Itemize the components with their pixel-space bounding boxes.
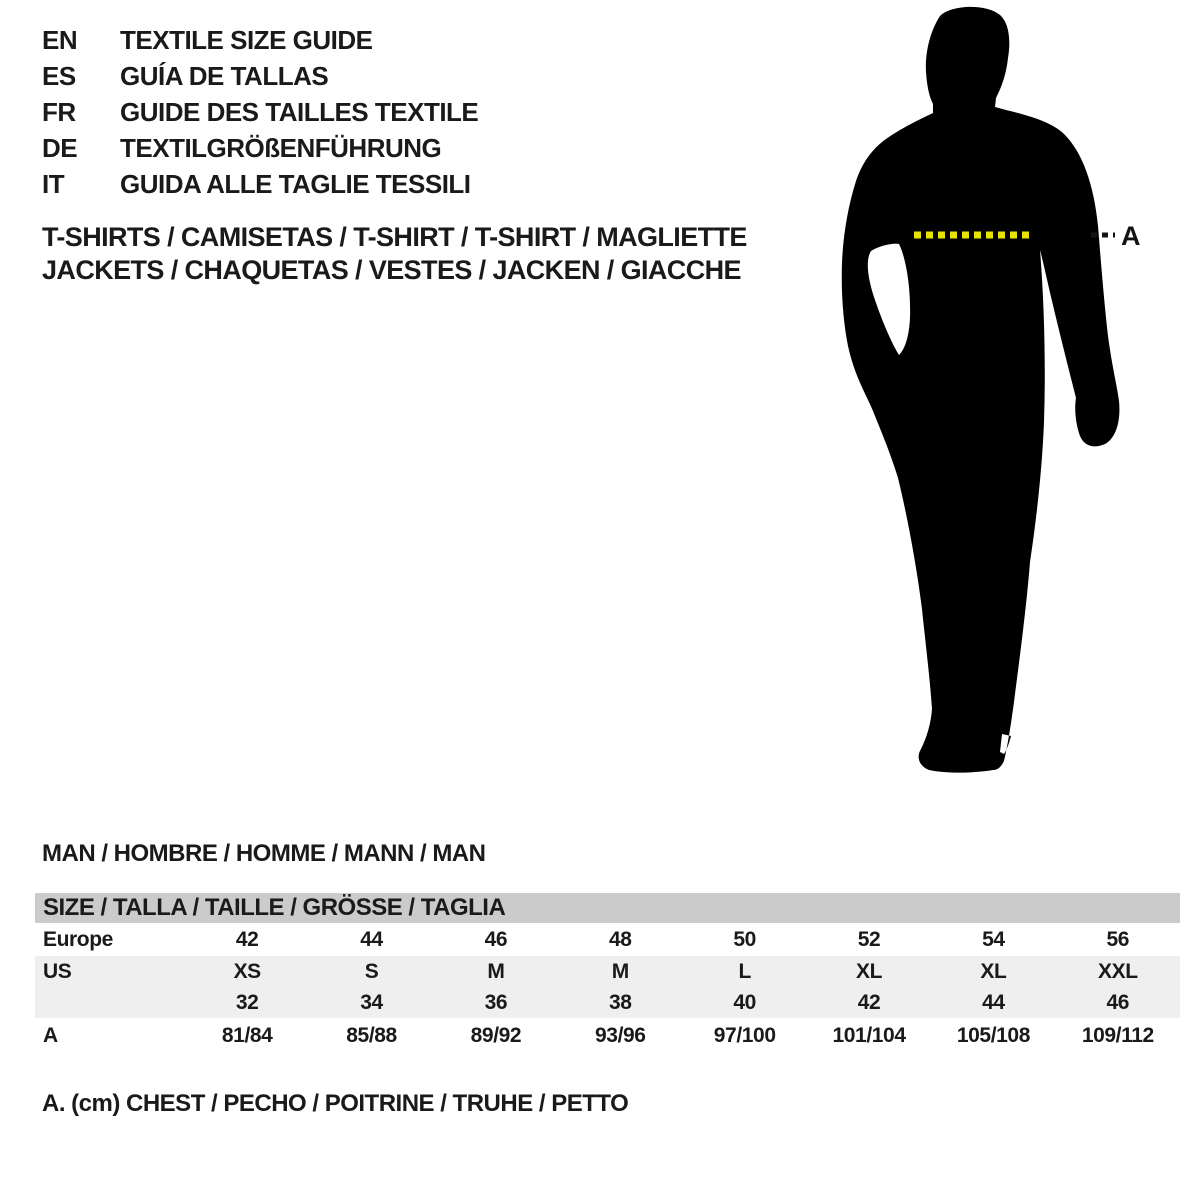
table-row-chest-cm: [35, 1018, 1180, 1054]
row-label: A: [43, 1024, 58, 1047]
size-value: 81/84: [221, 1024, 273, 1047]
size-value: 54: [982, 927, 1005, 951]
size-value: M: [611, 959, 629, 983]
size-value: XL: [980, 959, 1007, 983]
size-value: 89/92: [470, 1024, 522, 1047]
language-title: GUIDA ALLE TAGLIE TESSILI: [120, 169, 471, 199]
size-value: 109/112: [1081, 1024, 1154, 1047]
size-value: 93/96: [595, 1024, 646, 1047]
language-code: DE: [42, 133, 78, 163]
size-table: [35, 893, 1180, 1054]
language-title: GUÍA DE TALLAS: [120, 61, 329, 91]
row-label: US: [43, 959, 72, 983]
section-heading-man: MAN / HOMBRE / HOMME / MANN / MAN: [42, 840, 486, 867]
size-table-header: SIZE / TALLA / TAILLE / GRÖSSE / TAGLIA: [35, 893, 1180, 923]
size-value: 38: [609, 990, 632, 1014]
size-value: XXL: [1097, 959, 1138, 983]
size-value: 46: [484, 927, 508, 951]
table-row-us: [35, 956, 1180, 987]
size-value: 44: [982, 990, 1005, 1014]
size-value: 40: [733, 990, 756, 1014]
size-value: 36: [484, 990, 508, 1014]
language-code: IT: [42, 169, 65, 199]
size-value: 42: [235, 927, 259, 951]
size-value: 46: [1106, 990, 1130, 1014]
size-value: XS: [233, 959, 261, 983]
measurement-footnote: A. (cm) CHEST / PECHO / POITRINE / TRUHE / PETTO: [42, 1090, 629, 1117]
size-value: 48: [609, 927, 632, 951]
man-silhouette: [842, 7, 1120, 773]
size-value: 56: [1106, 927, 1130, 951]
language-code: ES: [42, 61, 76, 91]
size-value: 85/88: [346, 1024, 397, 1047]
size-value: 44: [360, 927, 383, 951]
size-value: 50: [733, 927, 756, 951]
size-value: S: [364, 959, 379, 983]
language-code: FR: [42, 97, 76, 127]
table-row-us-numeric: [35, 987, 1180, 1018]
size-value: XL: [856, 959, 883, 983]
size-value: 34: [360, 990, 383, 1014]
measurement-point-label: A: [1121, 221, 1141, 251]
category-tshirts: T-SHIRTS / CAMISETAS / T-SHIRT / T-SHIRT / MAGLIETTE: [42, 222, 747, 252]
size-value: 52: [857, 927, 881, 951]
language-title: TEXTILE SIZE GUIDE: [120, 25, 373, 55]
size-value: 101/104: [832, 1024, 906, 1047]
size-value: 42: [857, 990, 881, 1014]
size-value: 32: [235, 990, 259, 1014]
size-value: L: [738, 959, 751, 983]
size-value: 97/100: [713, 1024, 776, 1047]
language-title: TEXTILGRÖßENFÜHRUNG: [120, 133, 442, 163]
language-code: EN: [42, 25, 78, 55]
size-value: 105/108: [956, 1024, 1030, 1047]
table-row-europe: [35, 923, 1180, 956]
category-jackets: JACKETS / CHAQUETAS / VESTES / JACKEN / GIACCHE: [42, 255, 741, 285]
language-title: GUIDE DES TAILLES TEXTILE: [120, 97, 479, 127]
size-value: M: [487, 959, 505, 983]
row-label: Europe: [43, 927, 113, 951]
